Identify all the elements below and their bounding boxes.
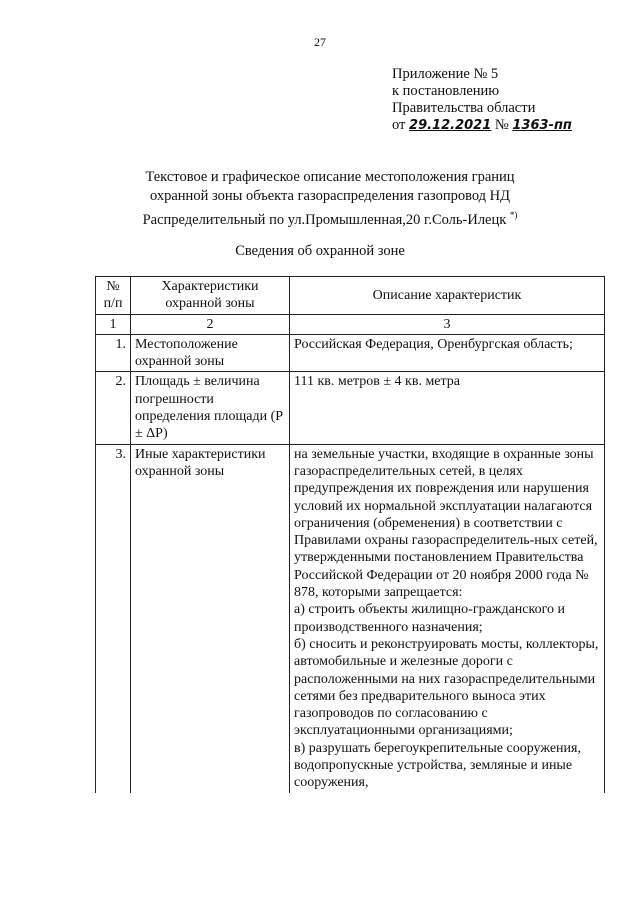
row-description: [290, 372, 605, 444]
handwritten-number: 1363-пп: [512, 118, 572, 133]
row-characteristic: Площадь ± величина погрешности определения площади (Р ± ΔР): [131, 372, 290, 444]
row-characteristic: Иные характеристики охранной зоны: [131, 444, 290, 792]
col-number: 3: [290, 314, 605, 334]
row-description: [290, 444, 605, 792]
appendix-line4: [392, 117, 572, 134]
page-number: 27: [314, 35, 326, 49]
table-row: [96, 444, 605, 792]
title-line2: охранной зоны объекта газораспределения газопровод НД: [149, 188, 511, 204]
header-num: № п/п: [96, 277, 131, 315]
header-description: Описание характеристик: [290, 277, 605, 315]
row-number: 3.: [96, 444, 131, 792]
row-number: 2.: [96, 372, 131, 444]
table-row: [96, 334, 605, 372]
title-line1: Текстовое и графическое описание местоположения границ: [145, 169, 515, 185]
section-subtitle: Сведения об охранной зоне: [235, 243, 405, 259]
header-characteristic: Характеристики охранной зоны: [131, 277, 290, 315]
appendix-from: от: [392, 117, 406, 133]
row-characteristic: Местоположение охранной зоны: [131, 334, 290, 372]
handwritten-date: 29.12.2021: [409, 118, 492, 133]
row-number: 1.: [96, 334, 131, 372]
description-paragraph: 111 кв. метров ± 4 кв. метра: [294, 374, 461, 390]
appendix-line2: к постановлению: [392, 83, 500, 99]
column-number-row: [96, 314, 605, 334]
title-line3-text: Распределительный по ул.Промышленная,20 г.Соль-Илецк: [142, 211, 507, 228]
description-paragraph: а) строить объекты жилищно-гражданского и производственного назначения;: [294, 602, 565, 635]
description-paragraph: Российская Федерация, Оренбургская область;: [294, 336, 573, 352]
description-paragraph: б) сносить и реконструировать мосты, коллекторы, автомобильные и железные дороги с расположенными на них газораспределительными сетями без предварительного выноса этих газопроводов по согласованию с эксплуатационными организациями;: [294, 636, 599, 739]
appendix-line3: Правительства области: [392, 100, 536, 116]
table-row: [96, 372, 605, 444]
row-description: [290, 334, 605, 372]
description-paragraph: на земельные участки, входящие в охранные зоны газораспределительных сетей, в целях предупреждения их повреждения или нарушения условий их нормальной эксплуатации налагаются ограничения (обременения) в соответствии с Правилами охраны газораспределитель-ных сетей, утвержденными постановлением Правительства Российской Федерации от 20 ноября 2000 года № 878, которыми запрещается:: [294, 446, 598, 601]
document-title: [95, 168, 565, 230]
appendix-line1: Приложение № 5: [392, 66, 499, 82]
appendix-no: №: [494, 117, 509, 133]
protection-zone-table: [95, 276, 605, 793]
title-line3: [95, 206, 565, 230]
footnote-mark: *): [509, 210, 518, 220]
description-paragraph: в) разрушать берегоукрепительные сооружения, водопропускные устройства, земляные и иные сооружения,: [294, 740, 581, 791]
appendix-block: [392, 66, 572, 134]
table-header-row: [96, 277, 605, 315]
col-number: 1: [96, 314, 131, 334]
col-number: 2: [131, 314, 290, 334]
